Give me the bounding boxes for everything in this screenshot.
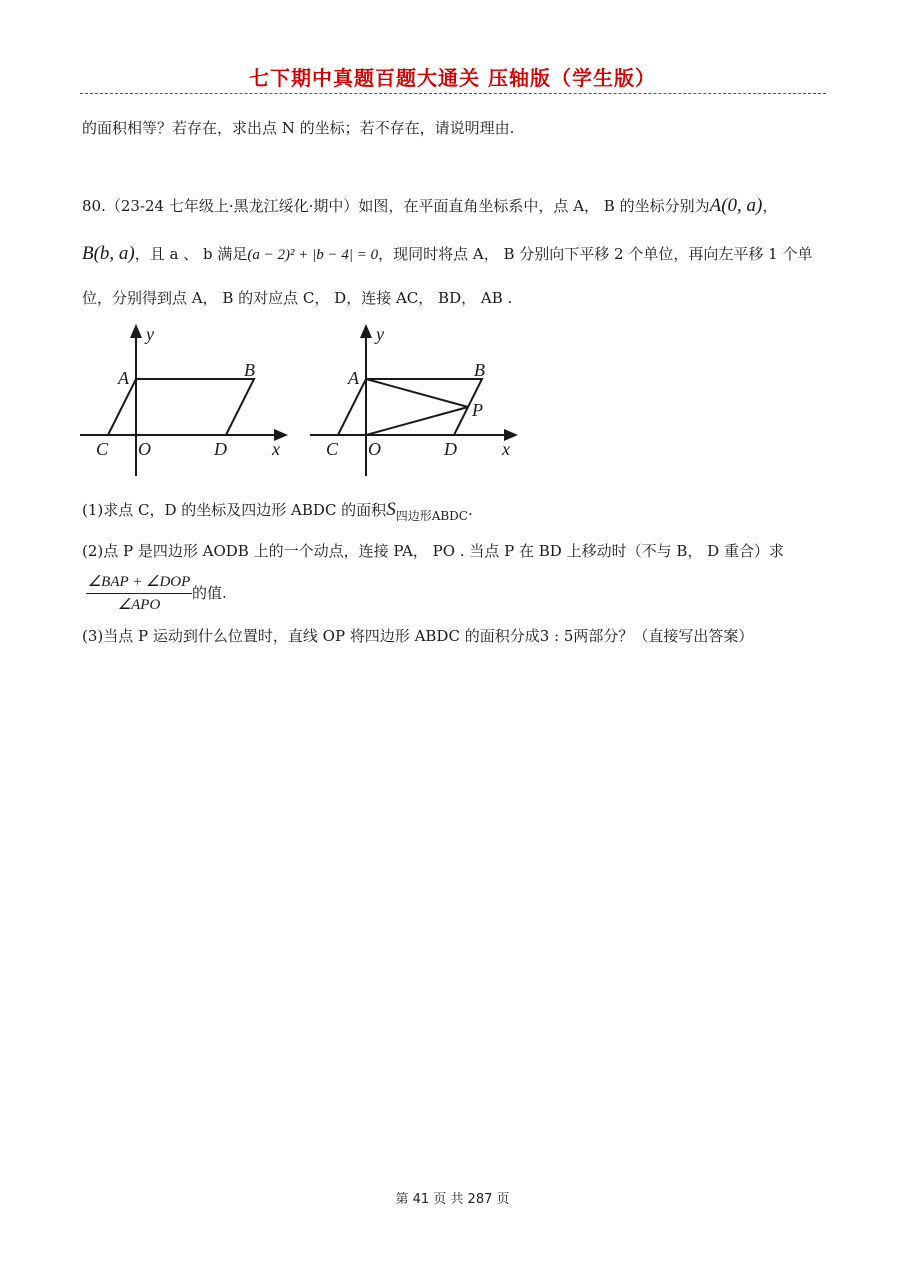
question-source: （23-24 七年级上·黑龙江绥化·期中） [105, 197, 359, 215]
figure-1-label-c: C [96, 439, 109, 459]
figure-2-label-x: x [502, 439, 510, 459]
area-subscript: 四边形ABDC [395, 509, 468, 523]
previous-question-tail: 的面积相等？若存在，求出点 N 的坐标；若不存在，请说明理由. [82, 119, 515, 137]
question-intro: 如图，在平面直角坐标系中，点 A， B 的坐标分别为 [358, 197, 710, 215]
figure-1-parallelogram [76, 318, 296, 483]
figure-2-segment-po [366, 407, 468, 435]
area-symbol: S [386, 499, 396, 520]
subquestion-1 [82, 500, 473, 521]
header-divider [80, 93, 826, 94]
figure-2-label-a: A [348, 368, 359, 388]
fraction-numerator: ∠BAP + ∠DOP [87, 574, 191, 590]
figure-2-label-b: B [474, 360, 485, 380]
subquestion-1-text: (1)求点 C，D 的坐标及四边形 ABDC 的面积 [82, 501, 387, 519]
subquestion-3: (3)当点 P 运动到什么位置时，直线 OP 将四边形 ABDC 的面积分成3 : 5两部分？（直接写出答案） [82, 627, 754, 645]
subquestion-2-tail: 的值. [192, 584, 227, 602]
page-footer: 第 41 页 共 287 页 [395, 1192, 510, 1207]
question-line-1: 80.（23-24 七年级上·黑龙江绥化·期中）如图，在平面直角坐标系中，点 A， B 的坐标分别为A(0, a)， [82, 195, 778, 216]
point-a-coordinates: A(0, a) [709, 195, 763, 216]
figure-2-label-o: O [368, 439, 381, 459]
subquestion-2-line-1: (2)点 P 是四边形 AODB 上的一个动点，连接 PA， PO . 当点 P 在 BD 上移动时（不与 B， D 重合）求 [82, 542, 784, 560]
fraction-bar [86, 593, 192, 594]
figure-2-parallelogram-with-p [306, 318, 526, 483]
figure-2-label-d: D [444, 439, 457, 459]
figure-2-label-c: C [326, 439, 339, 459]
question-line-2 [82, 244, 812, 265]
translation-text: ，现同时将点 A， B 分别向下平移 2 个单位，再向左平移 1 个单 [378, 245, 813, 263]
question-line-3: 位，分别得到点 A， B 的对应点 C， D，连接 AC， BD， AB . [82, 289, 513, 307]
condition-text: ，且 a 、 b 满足 [134, 245, 248, 263]
figure-1-label-o: O [138, 439, 151, 459]
figure-1-parallelogram-edges [108, 379, 254, 435]
figure-1-label-b: B [244, 360, 255, 380]
angle-ratio-fraction [86, 572, 192, 615]
figure-1-label-y: y [146, 324, 154, 344]
figure-2-label-p: P [472, 400, 483, 420]
page-header-title: 七下期中真题百题大通关 压轴版（学生版） [249, 66, 656, 90]
figure-2-segment-pa [366, 379, 468, 407]
figure-1-label-x: x [272, 439, 280, 459]
figure-2-parallelogram-edges [338, 379, 482, 435]
figure-2-y-arrow [360, 324, 372, 338]
condition-equation: (a − 2)² + |b − 4| = 0 [247, 247, 379, 263]
figure-1-y-arrow [130, 324, 142, 338]
figure-1-label-d: D [214, 439, 227, 459]
question-number: 80. [82, 197, 106, 215]
figure-1-label-a: A [118, 368, 129, 388]
point-b-coordinates: B(b, a) [82, 243, 135, 264]
subquestion-1-end: . [467, 501, 473, 519]
figure-2-label-y: y [376, 324, 384, 344]
fraction-denominator: ∠APO [117, 597, 161, 613]
